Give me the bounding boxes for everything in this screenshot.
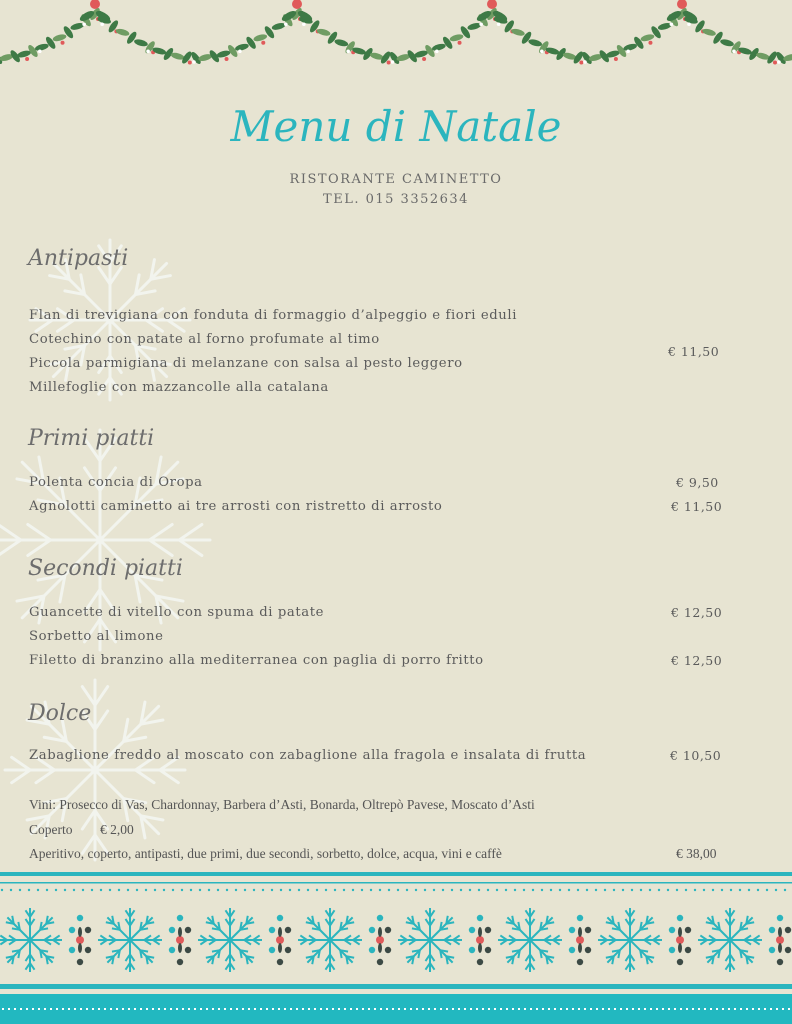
menu-item: Agnolotti caminetto ai tre arrosti con ristretto di arrosto (29, 499, 443, 514)
item-price: € 9,50 (676, 475, 719, 490)
item-price: € 12,50 (671, 653, 723, 668)
menu-title: Menu di Natale (230, 102, 562, 151)
wines-note: Vini: Prosecco di Vas, Chardonnay, Barbera d’Asti, Bonarda, Oltrepò Pavese, Moscato d’Asti (29, 797, 535, 812)
item-price: € 12,50 (671, 605, 723, 620)
section-title-dolce: Dolce (28, 701, 92, 726)
menu-item: Flan di trevigiana con fonduta di formaggio d’alpeggio e fiori eduli (29, 308, 518, 323)
coperto-price: € 2,00 (100, 822, 134, 837)
coperto-label: Coperto (29, 822, 73, 837)
menu-item: Sorbetto al limone (29, 629, 164, 644)
item-price: € 11,50 (671, 499, 723, 514)
section-price: € 11,50 (668, 344, 720, 359)
restaurant-name: RISTORANTE CAMINETTO (289, 172, 503, 187)
menu-item: Zabaglione freddo al moscato con zabaglione alla fragola e insalata di frutta (29, 748, 587, 763)
full-menu-note: Aperitivo, coperto, antipasti, due primi, due secondi, sorbetto, dolce, acqua, vini e caffè (29, 846, 502, 861)
menu-item: Polenta concia di Oropa (29, 475, 203, 490)
restaurant-phone: TEL. 015 3352634 (323, 192, 469, 207)
footer-snowflake-border (0, 872, 792, 1024)
section-title-secondi: Secondi piatti (28, 556, 183, 581)
menu-item: Guancette di vitello con spuma di patate (29, 605, 325, 620)
menu-item: Piccola parmigiana di melanzane con salsa al pesto leggero (29, 356, 463, 371)
section-title-primi: Primi piatti (28, 426, 155, 451)
garland-decoration (0, 0, 792, 80)
menu-item: Millefoglie con mazzancolle alla catalana (29, 380, 329, 395)
menu-item: Cotechino con patate al forno profumate al timo (29, 332, 380, 347)
full-menu-price: € 38,00 (676, 846, 717, 861)
section-title-antipasti: Antipasti (28, 246, 129, 271)
menu-item: Filetto di branzino alla mediterranea con paglia di porro fritto (29, 653, 484, 668)
item-price: € 10,50 (670, 748, 722, 763)
